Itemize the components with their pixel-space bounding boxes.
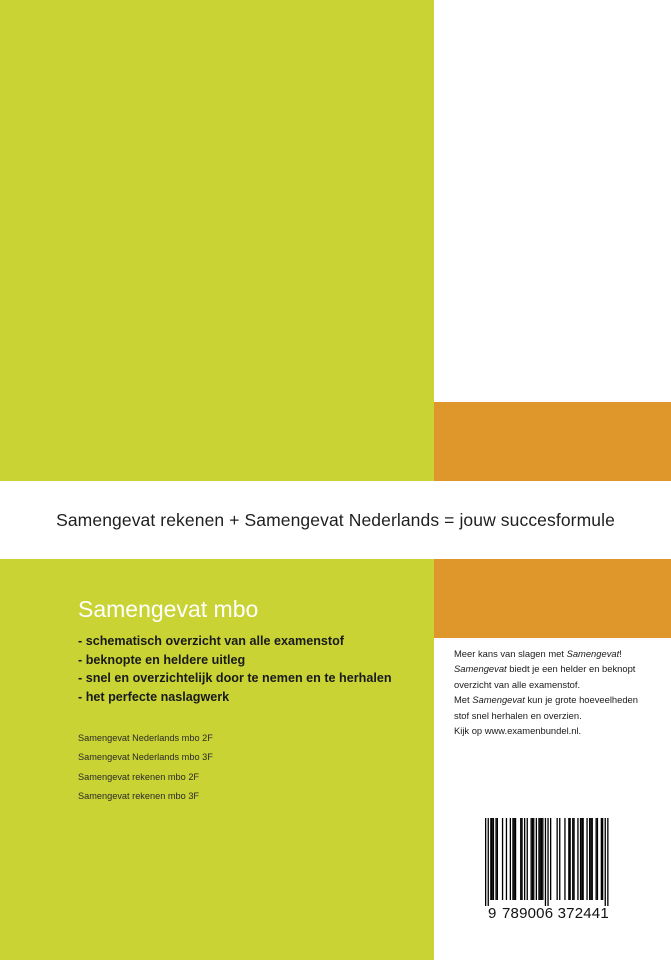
blurb-line: Kijk op www.examenbundel.nl.	[454, 725, 582, 737]
barcode-bar	[497, 818, 498, 900]
barcode-bar	[524, 818, 525, 900]
barcode-bar	[536, 818, 537, 900]
barcode-bar	[493, 818, 494, 900]
title-item: Samengevat Nederlands mbo 3F	[78, 752, 213, 763]
barcode-bars	[477, 818, 617, 906]
blurb-line: stof snel herhalen en overzien.	[454, 709, 582, 721]
barcode-bar	[520, 818, 521, 900]
barcode-bar	[514, 818, 515, 900]
barcode-bar	[488, 818, 489, 906]
blurb-line: Met Samengevat kun je grote hoeveelheden	[454, 694, 638, 706]
barcode-bar	[573, 818, 574, 900]
barcode-bar	[532, 818, 533, 900]
barcode-bar	[506, 818, 507, 900]
barcode-bar	[590, 818, 591, 900]
barcode-bar	[531, 818, 532, 900]
barcode-bar	[592, 818, 593, 900]
barcode-bar	[490, 818, 491, 900]
barcode-bar	[485, 818, 486, 906]
blurb	[454, 646, 664, 738]
slogan: Samengevat rekenen + Samengevat Nederlands = jouw succesformule	[56, 510, 615, 530]
barcode-bar	[559, 818, 560, 900]
blurb-line: Meer kans van slagen met Samengevat!	[454, 648, 622, 659]
barcode	[477, 818, 617, 922]
barcode-bar	[527, 818, 528, 900]
title-list	[78, 729, 213, 806]
barcode-bar	[547, 818, 548, 906]
barcode-bar	[545, 818, 546, 906]
barcode-bar	[564, 818, 565, 900]
feature-item: - beknopte en heldere uitleg	[78, 652, 246, 667]
barcode-bar	[512, 818, 513, 900]
barcode-bar	[510, 818, 511, 900]
barcode-bar	[607, 818, 608, 906]
feature-item: - schematisch overzicht van alle examenstof	[78, 634, 344, 648]
barcode-bar	[605, 818, 606, 906]
barcode-bar	[515, 818, 516, 900]
barcode-bar	[589, 818, 590, 900]
barcode-bar	[492, 818, 493, 900]
barcode-bar	[521, 818, 522, 900]
barcode-bar	[540, 818, 541, 900]
barcode-bar	[572, 818, 573, 900]
barcode-bar	[538, 818, 539, 900]
title-item: Samengevat rekenen mbo 3F	[78, 790, 200, 801]
barcode-bar	[541, 818, 542, 900]
orange-block-bottom	[434, 559, 671, 638]
barcode-bar	[581, 818, 582, 900]
barcode-bar	[601, 818, 602, 900]
barcode-bar	[568, 818, 569, 900]
barcode-bar	[495, 818, 496, 900]
barcode-bar	[580, 818, 581, 900]
title-item: Samengevat rekenen mbo 2F	[78, 771, 200, 782]
isbn-lead-digit: 9	[488, 905, 497, 922]
barcode-bar	[570, 818, 571, 900]
feature-item: - snel en overzichtelijk door te nemen en te herhalen	[78, 671, 392, 685]
feature-list	[78, 632, 392, 706]
series-title: Samengevat mbo	[78, 596, 259, 622]
barcode-bar	[557, 818, 558, 900]
barcode-bar	[602, 818, 603, 900]
barcode-bar	[502, 818, 503, 900]
barcode-bar	[533, 818, 534, 900]
barcode-bar	[577, 818, 578, 900]
blurb-line: overzicht van alle examenstof.	[454, 678, 581, 690]
barcode-bar	[586, 818, 587, 900]
barcode-bar	[597, 818, 598, 900]
barcode-bar	[583, 818, 584, 900]
barcode-bar	[542, 818, 543, 900]
blurb-line: Samengevat biedt je een helder en beknopt	[454, 663, 636, 675]
orange-block-top	[434, 402, 671, 481]
title-item: Samengevat Nederlands mbo 2F	[78, 733, 213, 743]
isbn-digits: 789006 372441	[502, 905, 609, 922]
barcode-bar	[550, 818, 551, 900]
green-panel-top	[0, 0, 434, 481]
barcode-bar	[596, 818, 597, 900]
feature-item: - het perfecte naslagwerk	[78, 689, 230, 704]
